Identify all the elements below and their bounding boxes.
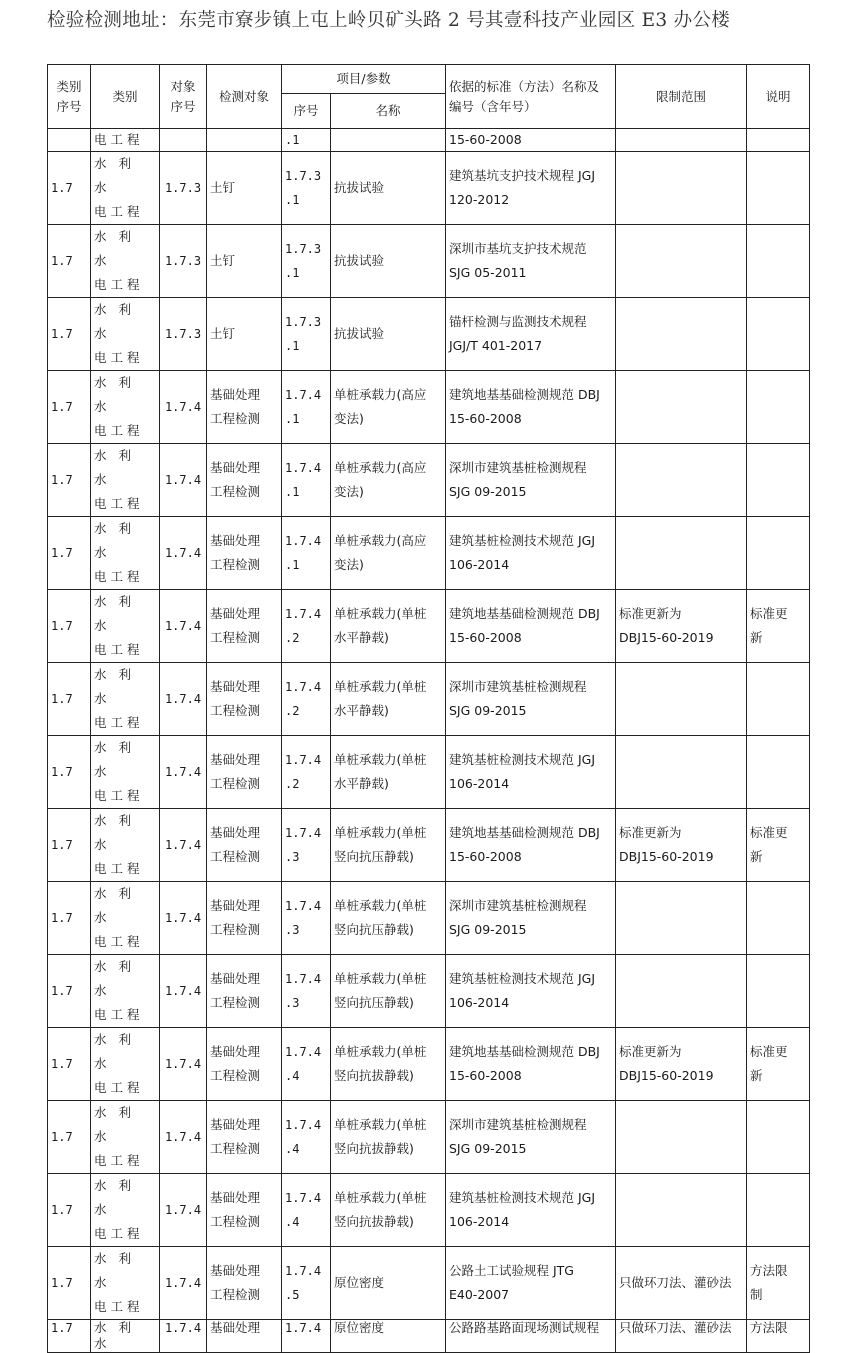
cell-category: 水 利 水 电工程 (91, 444, 160, 517)
cell-cat-no: 1.7 (48, 663, 91, 736)
col-header-obj-no: 对象 序号 (160, 65, 207, 129)
cell-category: 水 利 水 电工程 (91, 298, 160, 371)
cell-object: 基础处理 工程检测 (207, 1174, 282, 1247)
cell-obj-no: 1.7.4 (160, 444, 207, 517)
cell-object: 基础处理 工程检测 (207, 663, 282, 736)
col-header-item-no: 序号 (282, 94, 331, 129)
cell-limit (616, 129, 747, 152)
cell-item-name: 原位密度 (331, 1247, 446, 1320)
cell-object: 基础处理 工程检测 (207, 1101, 282, 1174)
cell-category: 水 利 水 电工程 (91, 152, 160, 225)
cell-note (747, 152, 810, 225)
cell-object: 基础处理 工程检测 (207, 1028, 282, 1101)
col-header-category: 类别 (91, 65, 160, 129)
table-row (48, 225, 810, 298)
cell-obj-no: 1.7.4 (160, 955, 207, 1028)
cell-object: 基础处理 (207, 1320, 282, 1353)
cell-limit (616, 517, 747, 590)
col-header-note: 说明 (747, 65, 810, 129)
cell-item-name: 单桩承载力(单桩 竖向抗拔静载) (331, 1174, 446, 1247)
cell-obj-no: 1.7.4 (160, 371, 207, 444)
cell-item-no: 1.7.4 .2 (282, 736, 331, 809)
cell-item-name: 单桩承载力(单桩 竖向抗压静载) (331, 809, 446, 882)
cell-obj-no: 1.7.4 (160, 1174, 207, 1247)
cell-object: 土钉 (207, 225, 282, 298)
cell-obj-no: 1.7.4 (160, 809, 207, 882)
cell-category: 水 利 水 电工程 (91, 590, 160, 663)
cell-standard: 建筑地基基础检测规范 DBJ 15-60-2008 (446, 590, 616, 663)
cell-item-no: 1.7.4 .1 (282, 517, 331, 590)
cell-item-no: 1.7.3 .1 (282, 225, 331, 298)
cell-cat-no: 1.7 (48, 371, 91, 444)
cell-note: 标准更 新 (747, 1028, 810, 1101)
cell-cat-no: 1.7 (48, 1174, 91, 1247)
cell-limit (616, 1101, 747, 1174)
cell-note: 方法限 (747, 1320, 810, 1353)
cell-limit: 标准更新为 DBJ15-60-2019 (616, 809, 747, 882)
cell-standard: 锚杆检测与监测技术规程 JGJ/T 401-2017 (446, 298, 616, 371)
cell-standard: 深圳市建筑基桩检测规程 SJG 09-2015 (446, 882, 616, 955)
table-row (48, 736, 810, 809)
qualification-table (47, 64, 810, 1353)
cell-cat-no: 1.7 (48, 298, 91, 371)
table-row (48, 1028, 810, 1101)
cell-category: 水 利 水 电工程 (91, 371, 160, 444)
cell-object: 基础处理 工程检测 (207, 371, 282, 444)
cell-category: 电工程 (91, 129, 160, 152)
cell-item-name: 单桩承载力(高应 变法) (331, 444, 446, 517)
cell-cat-no: 1.7 (48, 225, 91, 298)
cell-cat-no: 1.7 (48, 590, 91, 663)
cell-category: 水 利 水 电工程 (91, 809, 160, 882)
col-header-object: 检测对象 (207, 65, 282, 129)
cell-cat-no: 1.7 (48, 1028, 91, 1101)
cell-item-no: 1.7.4 .4 (282, 1174, 331, 1247)
cell-note (747, 1174, 810, 1247)
cell-category: 水 利 水 电工程 (91, 736, 160, 809)
cell-object: 土钉 (207, 298, 282, 371)
cell-object: 基础处理 工程检测 (207, 882, 282, 955)
cell-standard: 深圳市基坑支护技术规范 SJG 05-2011 (446, 225, 616, 298)
table-row (48, 1247, 810, 1320)
cell-item-no: 1.7.4 .4 (282, 1028, 331, 1101)
cell-object: 基础处理 工程检测 (207, 590, 282, 663)
cell-limit: 只做环刀法、灌砂法 (616, 1320, 747, 1353)
cell-category: 水 利 水 (91, 1320, 160, 1353)
cell-standard: 建筑基桩检测技术规范 JGJ 106-2014 (446, 517, 616, 590)
cell-obj-no: 1.7.4 (160, 1247, 207, 1320)
cell-standard: 建筑基桩检测技术规范 JGJ 106-2014 (446, 1174, 616, 1247)
cell-cat-no: 1.7 (48, 1101, 91, 1174)
cell-limit (616, 955, 747, 1028)
cell-object: 基础处理 工程检测 (207, 955, 282, 1028)
cell-limit (616, 736, 747, 809)
cell-standard: 建筑基桩检测技术规范 JGJ 106-2014 (446, 955, 616, 1028)
cell-cat-no (48, 129, 91, 152)
cell-category: 水 利 水 电工程 (91, 663, 160, 736)
cell-category: 水 利 水 电工程 (91, 882, 160, 955)
cell-note (747, 298, 810, 371)
cell-note (747, 371, 810, 444)
cell-item-no: 1.7.4 .5 (282, 1247, 331, 1320)
cell-item-name: 单桩承载力(单桩 竖向抗拔静载) (331, 1101, 446, 1174)
cell-item-name: 单桩承载力(单桩 竖向抗压静载) (331, 882, 446, 955)
cell-category: 水 利 水 电工程 (91, 1101, 160, 1174)
cell-item-name: 抗拔试验 (331, 225, 446, 298)
table-row (48, 152, 810, 225)
cell-category: 水 利 水 电工程 (91, 225, 160, 298)
cell-note (747, 663, 810, 736)
cell-obj-no: 1.7.4 (160, 1101, 207, 1174)
cell-cat-no: 1.7 (48, 736, 91, 809)
table-row (48, 590, 810, 663)
cell-note (747, 444, 810, 517)
cell-note (747, 129, 810, 152)
cell-standard: 公路路基路面现场测试规程 (446, 1320, 616, 1353)
cell-standard: 公路土工试验规程 JTG E40-2007 (446, 1247, 616, 1320)
cell-item-no: 1.7.4 .1 (282, 371, 331, 444)
cell-category: 水 利 水 电工程 (91, 1247, 160, 1320)
cell-limit: 标准更新为 DBJ15-60-2019 (616, 590, 747, 663)
cell-limit (616, 1174, 747, 1247)
cell-standard: 建筑基坑支护技术规程 JGJ 120-2012 (446, 152, 616, 225)
cell-obj-no: 1.7.3 (160, 298, 207, 371)
cell-note (747, 882, 810, 955)
cell-obj-no: 1.7.4 (160, 517, 207, 590)
cell-item-name: 单桩承载力(高应 变法) (331, 371, 446, 444)
cell-object: 基础处理 工程检测 (207, 736, 282, 809)
cell-standard: 建筑地基基础检测规范 DBJ 15-60-2008 (446, 809, 616, 882)
cell-note (747, 736, 810, 809)
cell-item-no: 1.7.4 .3 (282, 882, 331, 955)
cell-item-name: 单桩承载力(单桩 水平静载) (331, 736, 446, 809)
col-header-limit: 限制范围 (616, 65, 747, 129)
cell-limit: 标准更新为 DBJ15-60-2019 (616, 1028, 747, 1101)
cell-item-name: 抗拔试验 (331, 152, 446, 225)
cell-limit (616, 298, 747, 371)
table-row (48, 517, 810, 590)
cell-note (747, 955, 810, 1028)
cell-limit (616, 152, 747, 225)
cell-obj-no: 1.7.4 (160, 1028, 207, 1101)
cell-note (747, 517, 810, 590)
cell-item-name: 单桩承载力(单桩 竖向抗压静载) (331, 955, 446, 1028)
cell-object: 土钉 (207, 152, 282, 225)
cell-obj-no: 1.7.3 (160, 225, 207, 298)
table-row (48, 809, 810, 882)
cell-cat-no: 1.7 (48, 517, 91, 590)
cell-obj-no: 1.7.4 (160, 590, 207, 663)
cell-item-no: 1.7.4 .2 (282, 663, 331, 736)
cell-cat-no: 1.7 (48, 955, 91, 1028)
cell-standard: 15-60-2008 (446, 129, 616, 152)
cell-object: 基础处理 工程检测 (207, 1247, 282, 1320)
table-row (48, 129, 810, 152)
cell-object (207, 129, 282, 152)
cell-obj-no (160, 129, 207, 152)
cell-item-name: 原位密度 (331, 1320, 446, 1353)
cell-item-no: 1.7.4 .4 (282, 1101, 331, 1174)
cell-object: 基础处理 工程检测 (207, 444, 282, 517)
col-header-item-group: 项目/参数 (282, 65, 446, 94)
cell-item-no: .1 (282, 129, 331, 152)
cell-standard: 深圳市建筑基桩检测规程 SJG 09-2015 (446, 663, 616, 736)
cell-cat-no: 1.7 (48, 1247, 91, 1320)
cell-limit (616, 882, 747, 955)
cell-cat-no: 1.7 (48, 809, 91, 882)
cell-cat-no: 1.7 (48, 882, 91, 955)
cell-obj-no: 1.7.4 (160, 736, 207, 809)
col-header-item-name: 名称 (331, 94, 446, 129)
cell-cat-no: 1.7 (48, 152, 91, 225)
cell-object: 基础处理 工程检测 (207, 809, 282, 882)
cell-limit (616, 444, 747, 517)
cell-obj-no: 1.7.4 (160, 882, 207, 955)
cell-item-no: 1.7.4 .3 (282, 809, 331, 882)
cell-category: 水 利 水 电工程 (91, 1174, 160, 1247)
cell-category: 水 利 水 电工程 (91, 517, 160, 590)
cell-item-name: 单桩承载力(高应 变法) (331, 517, 446, 590)
cell-category: 水 利 水 电工程 (91, 955, 160, 1028)
cell-item-name: 单桩承载力(单桩 水平静载) (331, 663, 446, 736)
cell-note: 标准更 新 (747, 590, 810, 663)
cell-item-no: 1.7.3 .1 (282, 152, 331, 225)
cell-limit (616, 371, 747, 444)
cell-item-no: 1.7.4 (282, 1320, 331, 1353)
cell-category: 水 利 水 电工程 (91, 1028, 160, 1101)
cell-item-name (331, 129, 446, 152)
cell-note: 方法限 制 (747, 1247, 810, 1320)
cell-note (747, 225, 810, 298)
cell-obj-no: 1.7.4 (160, 663, 207, 736)
cell-item-name: 单桩承载力(单桩 水平静载) (331, 590, 446, 663)
cell-item-name: 单桩承载力(单桩 竖向抗拔静载) (331, 1028, 446, 1101)
cell-standard: 深圳市建筑基桩检测规程 SJG 09-2015 (446, 1101, 616, 1174)
cell-cat-no: 1.7 (48, 1320, 91, 1353)
cell-note (747, 1101, 810, 1174)
cell-standard: 建筑地基基础检测规范 DBJ 15-60-2008 (446, 1028, 616, 1101)
table-row (48, 1174, 810, 1247)
table-row (48, 1320, 810, 1353)
cell-standard: 建筑基桩检测技术规范 JGJ 106-2014 (446, 736, 616, 809)
cell-standard: 建筑地基基础检测规范 DBJ 15-60-2008 (446, 371, 616, 444)
table-row (48, 955, 810, 1028)
table-row (48, 1101, 810, 1174)
table-row (48, 371, 810, 444)
cell-item-no: 1.7.4 .2 (282, 590, 331, 663)
cell-item-no: 1.7.3 .1 (282, 298, 331, 371)
table-row (48, 882, 810, 955)
table-row (48, 444, 810, 517)
cell-limit (616, 663, 747, 736)
col-header-standard: 依据的标准（方法）名称及 编号（含年号） (446, 65, 616, 129)
cell-obj-no: 1.7.4 (160, 1320, 207, 1353)
cell-cat-no: 1.7 (48, 444, 91, 517)
cell-limit: 只做环刀法、灌砂法 (616, 1247, 747, 1320)
table-row (48, 663, 810, 736)
page-title: 检验检测地址：东莞市寮步镇上屯上岭贝矿头路 2 号其壹科技产业园区 E3 办公楼 (47, 10, 731, 31)
table-row (48, 298, 810, 371)
cell-standard: 深圳市建筑基桩检测规程 SJG 09-2015 (446, 444, 616, 517)
cell-note: 标准更 新 (747, 809, 810, 882)
cell-object: 基础处理 工程检测 (207, 517, 282, 590)
cell-limit (616, 225, 747, 298)
cell-item-name: 抗拔试验 (331, 298, 446, 371)
cell-item-no: 1.7.4 .3 (282, 955, 331, 1028)
col-header-cat-no: 类别 序号 (48, 65, 91, 129)
cell-obj-no: 1.7.3 (160, 152, 207, 225)
cell-item-no: 1.7.4 .1 (282, 444, 331, 517)
